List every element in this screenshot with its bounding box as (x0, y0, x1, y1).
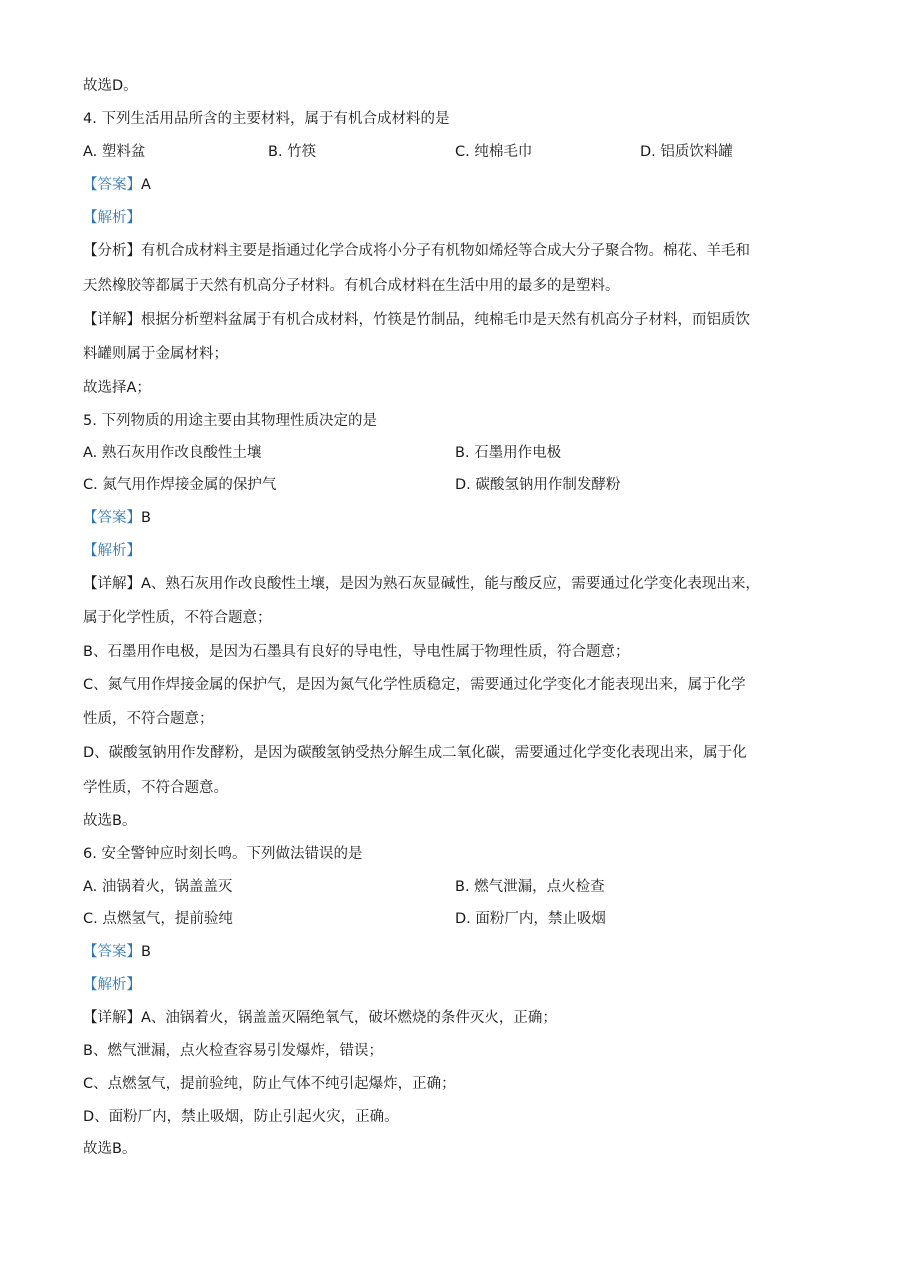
q4-option-b: B. 竹筷 (268, 144, 317, 160)
q5-detail-line: 学性质，不符合题意。 (83, 780, 228, 796)
q4-stem: 4. 下列生活用品所含的主要材料，属于有机合成材料的是 (83, 111, 450, 127)
q4-fenxi-line-1: 【分析】有机合成材料主要是指通过化学合成将小分子有机物如烯烃等合成大分子聚合物。棉花、羊毛和 (83, 243, 750, 259)
q5-answer-value: B (141, 510, 151, 526)
answer-tag: 【答案】 (83, 177, 141, 193)
q6-option-d: D. 面粉厂内，禁止吸烟 (455, 911, 606, 927)
q4-detail-line-2: 料罐则属于金属材料； (83, 346, 228, 362)
q6-detail-line: 【详解】A、油锅着火，锅盖盖灭隔绝氧气，破坏燃烧的条件灭火，正确； (83, 1010, 557, 1026)
q4-fenxi-line-2: 天然橡胶等都属于天然有机高分子材料。有机合成材料在生活中用的最多的是塑料。 (83, 278, 620, 294)
q5-analysis-tag: 【解析】 (83, 543, 141, 559)
q5-option-a: A. 熟石灰用作改良酸性土壤 (83, 445, 262, 461)
q5-detail-line: D、碳酸氢钠用作发酵粉，是因为碳酸氢钠受热分解生成二氧化碳，需要通过化学变化表现出来，属于化 (83, 745, 747, 761)
q4-detail-line-1: 【详解】根据分析塑料盆属于有机合成材料，竹筷是竹制品，纯棉毛巾是天然有机高分子材料，而铝质饮 (83, 312, 750, 328)
q5-detail-line: 性质，不符合题意； (83, 711, 214, 727)
q4-option-a: A. 塑料盆 (83, 144, 146, 160)
prev-choice: 故选D。 (83, 78, 138, 94)
q6-option-a: A. 油锅着火，锅盖盖灭 (83, 879, 233, 895)
q5-detail-line: 【详解】A、熟石灰用作改良酸性土壤，是因为熟石灰显碱性，能与酸反应，需要通过化学变化表现出来， (83, 576, 760, 592)
q5-option-d: D. 碳酸氢钠用作制发酵粉 (455, 477, 621, 493)
q5-detail-line: 属于化学性质，不符合题意； (83, 610, 272, 626)
q6-detail-line: D、面粉厂内，禁止吸烟，防止引起火灾，正确。 (83, 1109, 399, 1125)
q6-detail-line: B、燃气泄漏，点火检查容易引发爆炸，错误； (83, 1043, 383, 1059)
q5-answer (83, 508, 151, 528)
q6-stem: 6. 安全警钟应时刻长鸣。下列做法错误的是 (83, 846, 363, 862)
q6-choice: 故选B。 (83, 1141, 137, 1157)
answer-tag: 【答案】 (83, 510, 141, 526)
q5-stem: 5. 下列物质的用途主要由其物理性质决定的是 (83, 413, 377, 429)
q4-option-d: D. 铝质饮料罐 (640, 144, 733, 160)
answer-tag: 【答案】 (83, 944, 141, 960)
q6-answer-value: B (141, 944, 151, 960)
q4-analysis-tag: 【解析】 (83, 210, 141, 226)
q5-choice: 故选B。 (83, 813, 137, 829)
q6-option-b: B. 燃气泄漏，点火检查 (455, 879, 605, 895)
q6-answer (83, 942, 151, 962)
q6-detail-line: C、点燃氢气，提前验纯，防止气体不纯引起爆炸，正确； (83, 1076, 456, 1092)
q4-answer-value: A (141, 177, 151, 193)
q6-analysis-tag: 【解析】 (83, 977, 141, 993)
q5-detail-line: C、氮气用作焊接金属的保护气，是因为氮气化学性质稳定，需要通过化学变化才能表现出来，属于化学 (83, 677, 746, 693)
q4-choice: 故选择A； (83, 380, 151, 396)
q4-option-c: C. 纯棉毛巾 (455, 144, 533, 160)
q4-answer (83, 175, 151, 195)
q5-option-c: C. 氮气用作焊接金属的保护气 (83, 477, 277, 493)
q6-option-c: C. 点燃氢气，提前验纯 (83, 911, 233, 927)
q5-option-b: B. 石墨用作电极 (455, 445, 562, 461)
q5-detail-line: B、石墨用作电极，是因为石墨具有良好的导电性，导电性属于物理性质，符合题意； (83, 644, 630, 660)
